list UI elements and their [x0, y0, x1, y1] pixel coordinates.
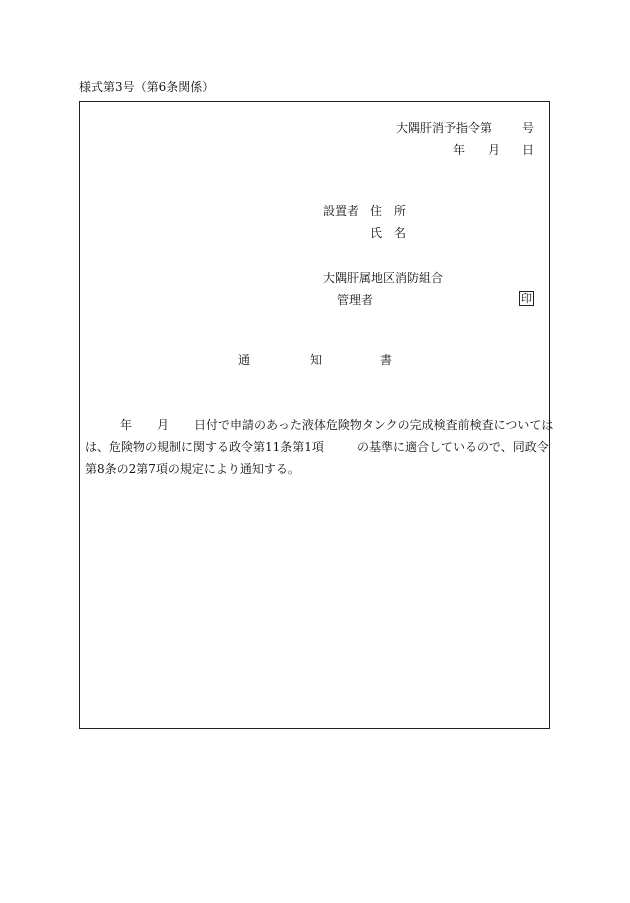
- body-line-1: 日付で申請のあった液体危険物タンクの完成検査前検査については: [194, 418, 554, 432]
- body-month: 月: [157, 418, 170, 432]
- installer-label: 設置者: [323, 204, 360, 218]
- body-year: 年: [120, 418, 133, 432]
- document-frame: [79, 101, 550, 729]
- form-number-label: 様式第3号（第6条関係）: [79, 80, 215, 94]
- body-line-3: 第8条の2第7項の規定により通知する。: [85, 462, 300, 476]
- date-month-label: 月: [488, 143, 501, 157]
- document-number-prefix: 大隅肝消予指令第: [396, 121, 493, 135]
- seal-mark: 印: [521, 292, 532, 305]
- body-line-2a: は、危険物の規制に関する政令第11条第1項: [85, 440, 324, 454]
- document-number-suffix: 号: [522, 121, 535, 135]
- title-char-1: 通: [238, 353, 251, 367]
- issuer-manager-label: 管理者: [337, 293, 374, 307]
- body-line-2b: の基準に適合しているので、同政令: [357, 440, 549, 454]
- date-year-label: 年: [453, 143, 466, 157]
- title-char-2: 知: [310, 353, 323, 367]
- title-char-3: 書: [380, 353, 393, 367]
- date-day-label: 日: [522, 143, 535, 157]
- installer-name-label: 氏 名: [370, 226, 407, 240]
- issuer-organization: 大隅肝属地区消防組合: [323, 271, 444, 285]
- installer-address-label: 住 所: [370, 204, 407, 218]
